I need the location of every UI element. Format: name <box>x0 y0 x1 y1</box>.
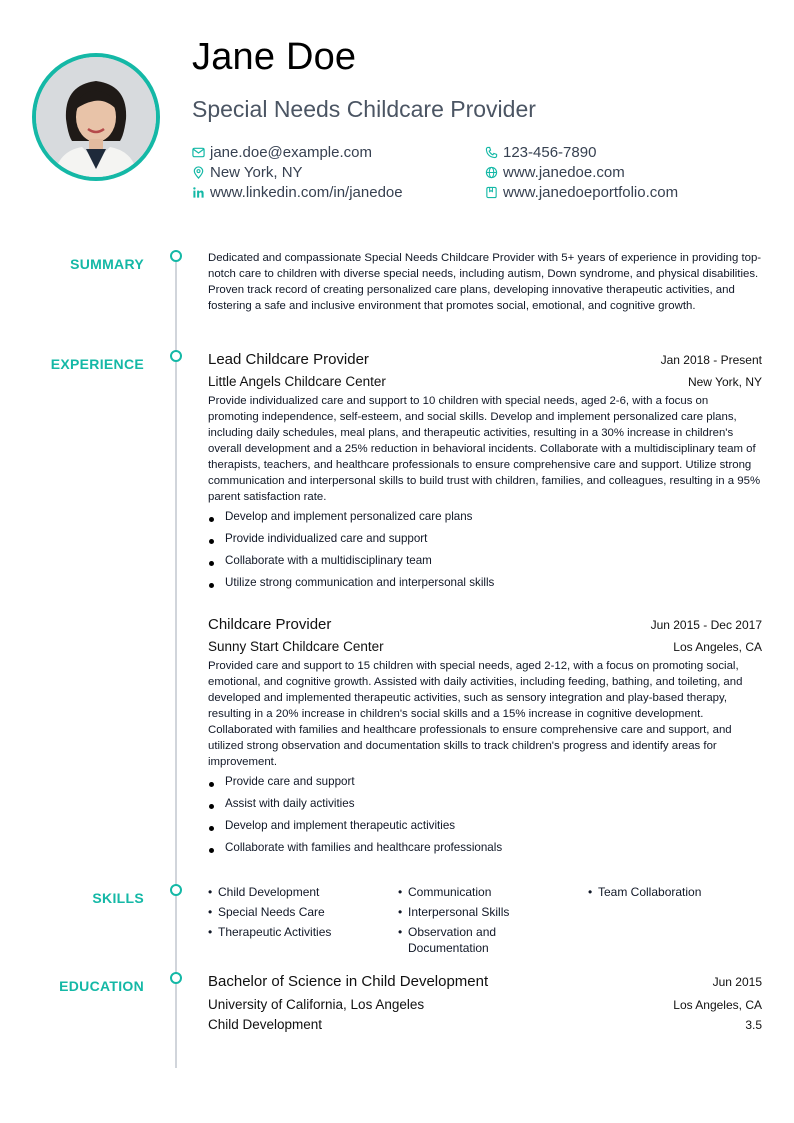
timeline-dot-skills <box>170 884 182 896</box>
list-item: Develop and implement therapeutic activities <box>208 818 762 840</box>
skill-item: • Interpersonal Skills <box>398 904 588 920</box>
list-item: Develop and implement personalized care plans <box>208 509 762 531</box>
candidate-name: Jane Doe <box>192 36 357 78</box>
skills-section <box>208 884 762 956</box>
contact-phone[interactable]: 123-456-7890 <box>485 143 752 161</box>
timeline-dot-experience <box>170 350 182 362</box>
contact-portfolio[interactable]: www.janedoeportfolio.com <box>485 183 752 201</box>
skill-item: • Communication <box>398 884 588 900</box>
section-label-skills: SKILLS <box>92 890 144 906</box>
degree-title: Bachelor of Science in Child Development <box>208 973 489 990</box>
summary-section <box>208 250 762 314</box>
education-section <box>208 973 762 1032</box>
contact-location: New York, NY <box>192 163 485 181</box>
phone-icon <box>485 146 498 159</box>
list-item: Provide individualized care and support <box>208 531 762 553</box>
gpa: 3.5 <box>745 1018 762 1032</box>
job-description: Provide individualized care and support to 10 children with special needs, aged 2-6, with a focus on promoting independence, self-esteem, and social skills. Develop and implement personalized care plans, including daily schedules, meal plans, and therapeutic activities, resulting in a 30% increase in children's overall development and a 25% reduction in behavioral incidents. Collaborate with a multidisciplinary team of therapists, teachers, and healthcare professionals to ensure comprehensive care and support. Utilize strong communication and interpersonal skills to build trust with children, families, and colleagues, resulting in a 95% parent satisfaction rate. <box>208 395 761 503</box>
list-item: Assist with daily activities <box>208 796 762 818</box>
contact-website[interactable]: www.janedoe.com <box>485 163 752 181</box>
job-bullets <box>208 774 762 862</box>
summary-text: Dedicated and compassionate Special Needs Childcare Provider with 5+ years of experience in providing top-notch care to children with diverse special needs, including autism, Down syndrome, and physical disabilities. Proven track record of creating personalized care plans, developing innovative therapeutic activities, and fostering a safe and inclusive environment that promotes social, emotional, and cognitive growth. <box>208 252 762 312</box>
education-date: Jun 2015 <box>712 975 762 989</box>
skill-item: • Team Collaboration <box>588 884 762 900</box>
timeline-dot-summary <box>170 250 182 262</box>
field-of-study: Child Development <box>208 1017 323 1032</box>
job-title: Childcare Provider <box>208 616 332 633</box>
timeline-dot-education <box>170 972 182 984</box>
section-label-education: EDUCATION <box>59 978 144 994</box>
school-location: Los Angeles, CA <box>673 998 762 1012</box>
school-name: University of California, Los Angeles <box>208 997 425 1012</box>
contact-linkedin[interactable]: www.linkedin.com/in/janedoe <box>192 183 485 201</box>
skill-item: • Special Needs Care <box>208 904 398 920</box>
job-description: Provided care and support to 15 children with special needs, aged 2-12, with a focus on promoting social, emotional, and cognitive growth. Assisted with daily activities, including feeding, bathing, and toileting, and developed and implemented therapeutic activities, such as sensory integration and play-based therapy, resulting in a 20% increase in children's social skills and a 15% increase in cognitive development. Collaborated with families and healthcare professionals to ensure comprehensive care and support, and utilized strong observation and documentation skills to track children's progress and identify areas for improvement. <box>208 660 743 768</box>
list-item: Provide care and support <box>208 774 762 796</box>
job-location: Los Angeles, CA <box>673 640 762 654</box>
section-label-experience: EXPERIENCE <box>50 356 144 372</box>
job-title-heading: Special Needs Childcare Provider <box>192 96 536 122</box>
skill-item: • Observation and Documentation <box>398 924 518 956</box>
location-pin-icon <box>192 166 205 179</box>
experience-job-1 <box>208 351 762 597</box>
linkedin-icon <box>192 186 205 199</box>
job-title: Lead Childcare Provider <box>208 351 369 368</box>
mail-icon <box>192 146 205 159</box>
skill-item: • Child Development <box>208 884 398 900</box>
section-label-summary: SUMMARY <box>70 256 144 272</box>
job-date: Jan 2018 - Present <box>660 353 762 367</box>
contact-info <box>192 143 752 201</box>
skill-item: • Therapeutic Activities <box>208 924 398 956</box>
list-item: Collaborate with families and healthcare professionals <box>208 840 762 862</box>
portfolio-icon <box>485 186 498 199</box>
company-name: Sunny Start Childcare Center <box>208 639 384 654</box>
profile-photo <box>32 53 160 181</box>
list-item: Collaborate with a multidisciplinary team <box>208 553 762 575</box>
list-item: Utilize strong communication and interpersonal skills <box>208 575 762 597</box>
job-date: Jun 2015 - Dec 2017 <box>650 618 762 632</box>
job-location: New York, NY <box>687 375 762 389</box>
globe-icon <box>485 166 498 179</box>
contact-email[interactable]: jane.doe@example.com <box>192 143 485 161</box>
job-bullets <box>208 509 762 597</box>
experience-job-2 <box>208 616 762 862</box>
company-name: Little Angels Childcare Center <box>208 374 386 389</box>
timeline-line <box>175 258 177 1068</box>
